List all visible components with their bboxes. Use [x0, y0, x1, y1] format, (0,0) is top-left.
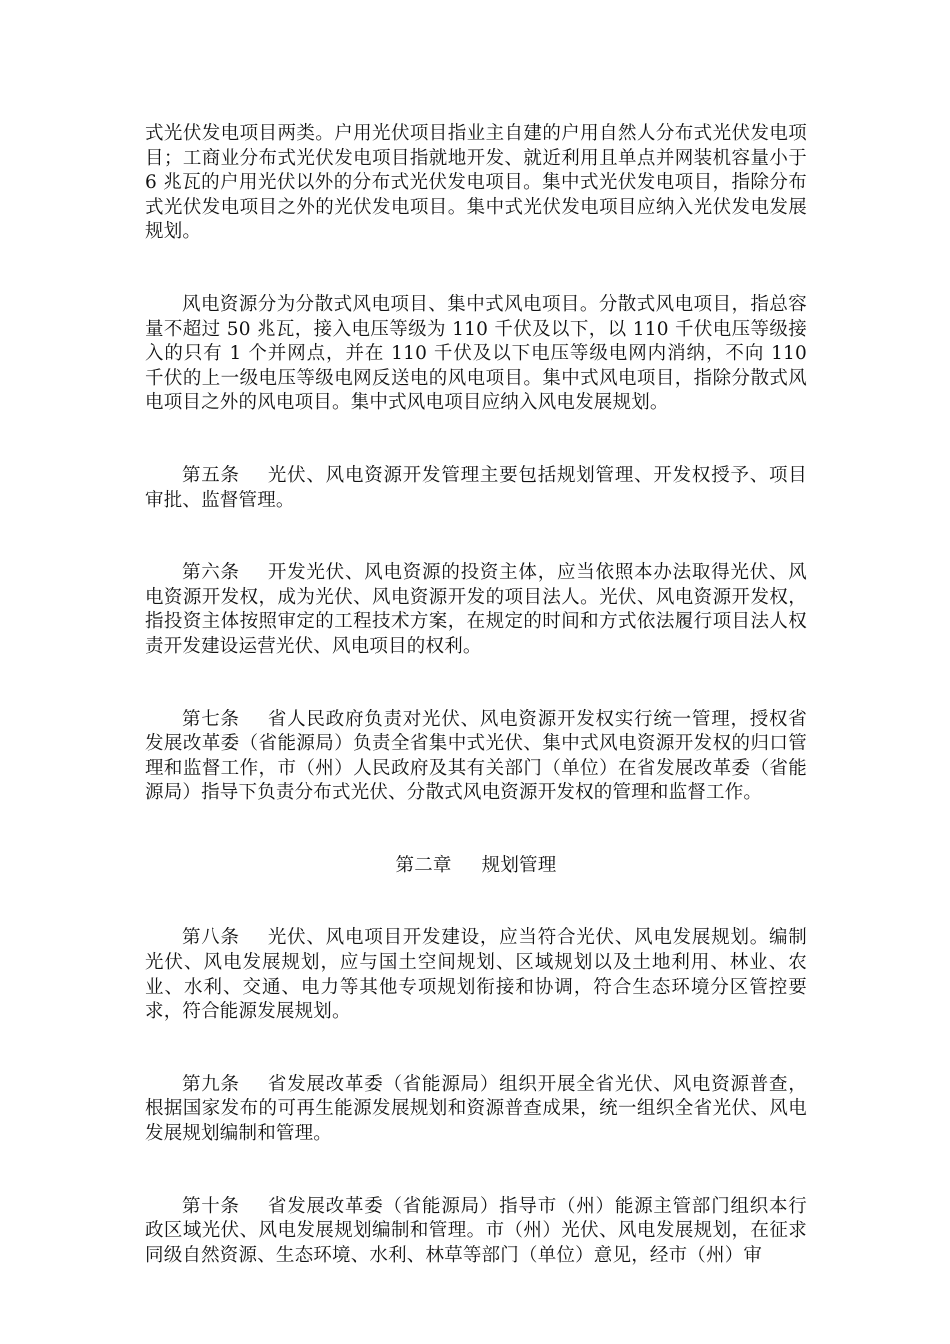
article-5-text: 光伏、风电资源开发管理主要包括规划管理、开发权授予、项目审批、监督管理。: [145, 464, 807, 511]
article-6-heading: 第六条: [182, 562, 240, 584]
chapter-number: 第二章: [395, 854, 452, 876]
article-7: [145, 708, 807, 806]
article-8: [145, 926, 807, 1024]
article-6: [145, 561, 807, 659]
article-6-text: 开发光伏、风电资源的投资主体，应当依照本办法取得光伏、风电资源开发权，成为光伏、风电资源开发的项目法人。光伏、风电资源开发权，指投资主体按照审定的工程技术方案，在规定的时间和方式依法履行项目法人权责开发建设运营光伏、风电项目的权利。: [145, 562, 807, 657]
article-5-heading: 第五条: [182, 464, 240, 486]
article-10: [145, 1195, 807, 1269]
article-10-heading: 第十条: [182, 1195, 240, 1217]
chapter-title: 规划管理: [481, 854, 557, 876]
paragraph-continuation: 式光伏发电项目两类。户用光伏项目指业主自建的户用自然人分布式光伏发电项目；工商业分布式光伏发电项目指就地开发、就近利用且单点并网装机容量小于 6 兆瓦的户用光伏以外的分布式光伏发电项目。集中式光伏发电项目，指除分布式光伏发电项目之外的光伏发电项目。集中式光伏发电项目应纳入光伏发电发展规划。: [145, 123, 807, 243]
article-8-text: 光伏、风电项目开发建设，应当符合光伏、风电发展规划。编制光伏、风电发展规划，应与国土空间规划、区域规划以及土地利用、林业、农业、水利、交通、电力等其他专项规划衔接和协调，符合生态环境分区管控要求，符合能源发展规划。: [145, 927, 807, 1023]
article-9: [145, 1073, 807, 1147]
article-10-text: 省发展改革委（省能源局）指导市（州）能源主管部门组织本行政区域光伏、风电发展规划编制和管理。市（州）光伏、风电发展规划，在征求同级自然资源、生态环境、水利、林草等部门（单位）意见，经市（州）审: [145, 1195, 807, 1266]
article-7-text: 省人民政府负责对光伏、风电资源开发权实行统一管理，授权省发展改革委（省能源局）负责全省集中式光伏、集中式风电资源开发权的归口管理和监督工作，市（州）人民政府及其有关部门（单位）在省发展改革委（省能源局）指导下负责分布式光伏、分散式风电资源开发权的管理和监督工作。: [145, 708, 807, 804]
article-5: [145, 464, 807, 513]
article-9-heading: 第九条: [182, 1073, 240, 1095]
article-8-heading: 第八条: [182, 927, 240, 949]
article-9-text: 省发展改革委（省能源局）组织开展全省光伏、风电资源普查，根据国家发布的可再生能源发展规划和资源普查成果，统一组织全省光伏、风电发展规划编制和管理。: [145, 1073, 807, 1145]
chapter-heading: [145, 854, 807, 879]
document-body: [145, 122, 807, 1316]
article-7-heading: 第七条: [182, 708, 240, 730]
paragraph-wind-resources: 风电资源分为分散式风电项目、集中式风电项目。分散式风电项目，指总容量不超过 50 兆瓦，接入电压等级为 110 千伏及以下，以 110 千伏电压等级接入的只有 1 个并网点，并在 110 千伏及以下电压等级电网内消纳，不向 110 千伏的上一级电压等级电网反送电的风电项目。集中式风电项目，指除分散式风电项目之外的风电项目。集中式风电项目应纳入风电发展规划。: [145, 293, 807, 414]
